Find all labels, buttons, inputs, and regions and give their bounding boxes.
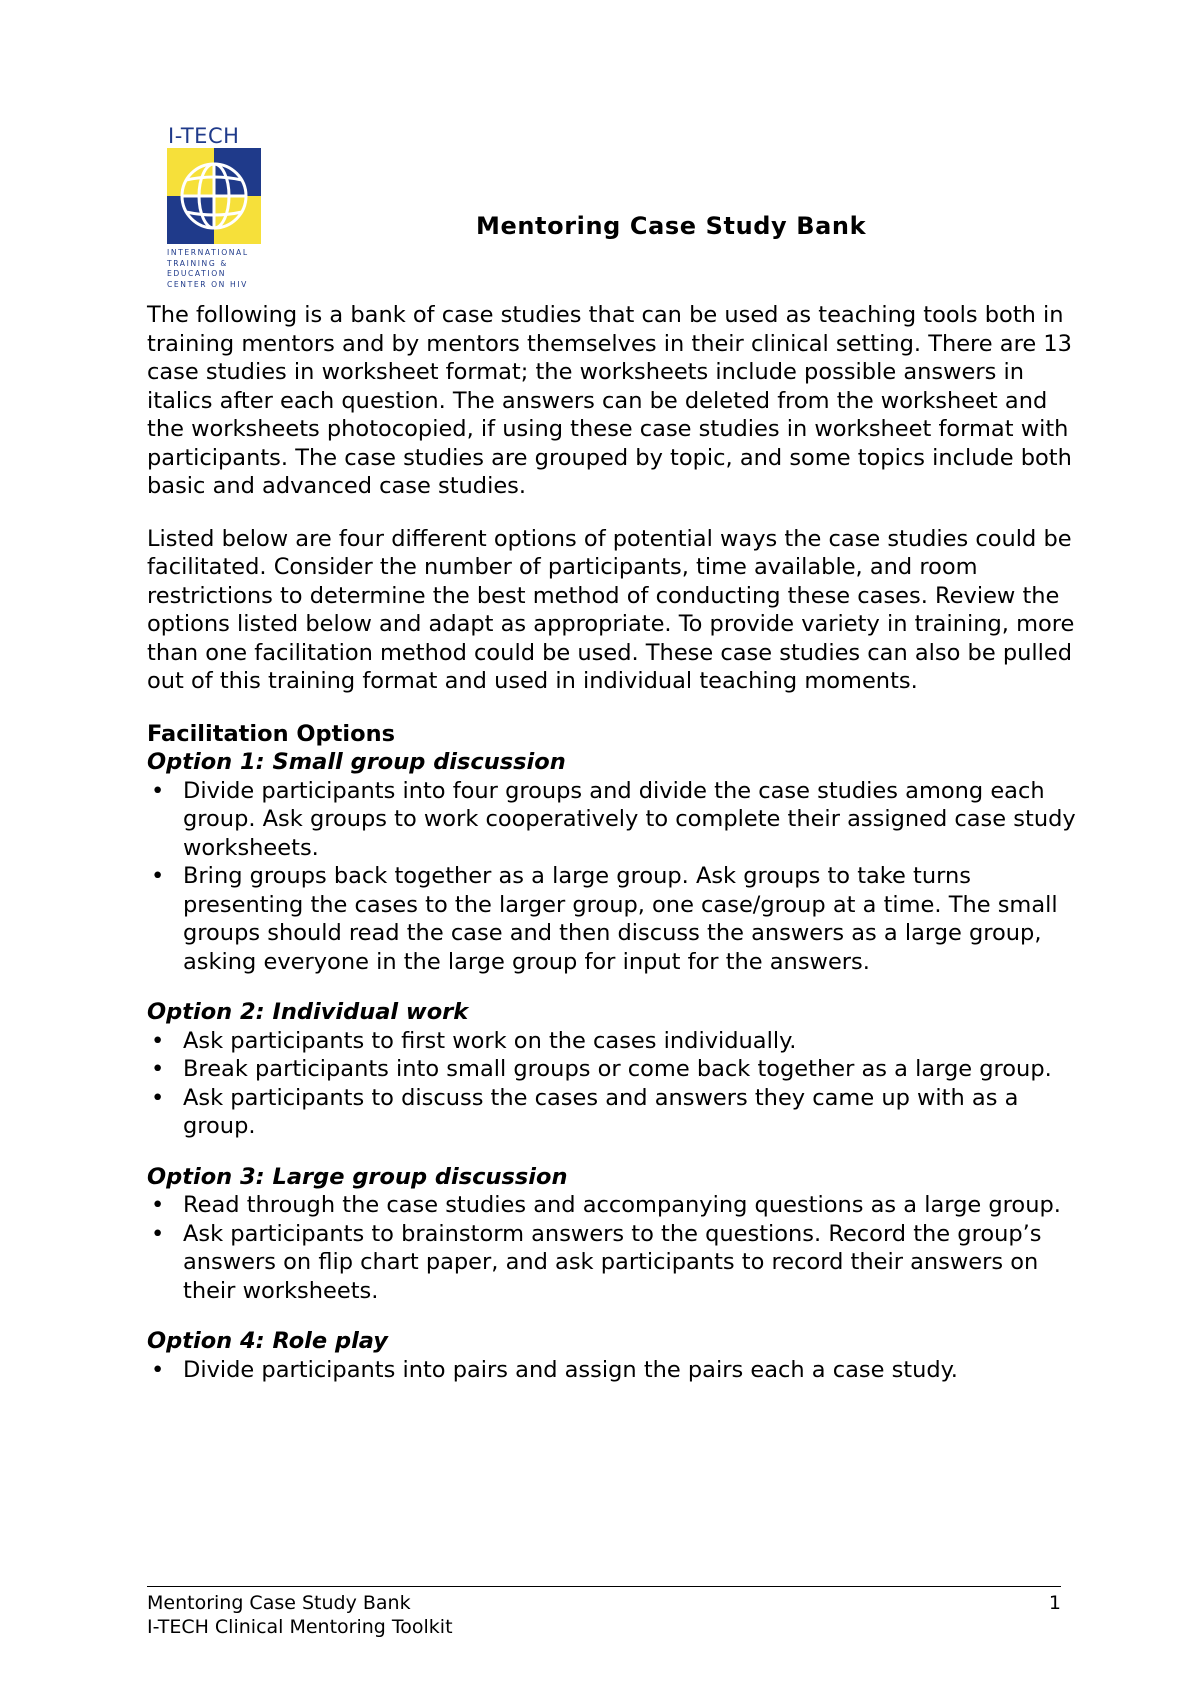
option-list (147, 1191, 1077, 1305)
logo-caption-line: TRAINING & (167, 258, 228, 268)
option-heading: Option 4: Role play (147, 1328, 388, 1354)
page-number: 1 (1048, 1592, 1061, 1614)
list-item: • Ask participants to discuss the cases and answers they came up with as a group. (147, 1084, 1077, 1141)
globe-icon (167, 148, 261, 244)
list-item: • Ask participants to brainstorm answers to the questions. Record the group’s answers on flip chart paper, and ask participants to record their answers on their worksheets. (147, 1220, 1077, 1306)
list-item: • Bring groups back together as a large group. Ask groups to take turns presenting the cases to the larger group, one case/group at a time. The small groups should read the case and then discuss the answers as a large group, asking everyone in the large group for input for the answers. (147, 862, 1077, 976)
footer-doc-title: Mentoring Case Study Bank (147, 1592, 411, 1614)
list-item: • Read through the case studies and accompanying questions as a large group. (147, 1191, 1077, 1220)
logo-caption (167, 248, 261, 290)
logo-caption-line: CENTER ON HIV (167, 279, 248, 289)
option-heading: Option 3: Large group discussion (147, 1163, 568, 1190)
option-list (147, 1356, 1077, 1385)
logo-caption-line: INTERNATIONAL (167, 248, 249, 257)
footer-divider (147, 1586, 1061, 1587)
intro-paragraph: The following is a bank of case studies that can be used as teaching tools both in training mentors and by mentors themselves in their clinical setting. There are 13 case studies in worksheet format; the worksheets include possible answers in italics after each question. The answers can be deleted from the worksheet and the worksheets photocopied, if using these case studies in worksheet format with participants. The case studies are grouped by topic, and some topics include both basic and advanced case studies. (147, 302, 1072, 499)
option-list (147, 777, 1077, 977)
footer-toolkit-name: I-TECH Clinical Mentoring Toolkit (147, 1616, 453, 1638)
list-item: • Ask participants to first work on the cases individually. (147, 1027, 1077, 1056)
document-body (147, 301, 1077, 1384)
list-item: • Divide participants into pairs and assign the pairs each a case study. (147, 1356, 1077, 1385)
option-list (147, 1027, 1077, 1141)
page-title: Mentoring Case Study Bank (476, 212, 867, 240)
logo-caption-line: EDUCATION (167, 269, 227, 278)
itech-logo (167, 124, 261, 290)
section-heading: Facilitation Options (147, 720, 395, 747)
page-footer (147, 1591, 1061, 1639)
option-heading: Option 2: Individual work (147, 999, 469, 1025)
list-item: • Break participants into small groups or come back together as a large group. (147, 1055, 1077, 1084)
list-item: • Divide participants into four groups and divide the case studies among each group. Ask groups to work cooperatively to complete their assigned case study worksheets. (147, 777, 1077, 863)
option-heading: Option 1: Small group discussion (147, 749, 566, 775)
logo-wordmark: I-TECH (168, 124, 240, 148)
intro-paragraph: Listed below are four different options of potential ways the case studies could be facilitated. Consider the number of participants, time available, and room restrictions to determine the best method of conducting these cases. Review the options listed below and adapt as appropriate. To provide variety in training, more than one facilitation method could be used. These case studies can also be pulled out of this training format and used in individual teaching moments. (147, 525, 1075, 694)
